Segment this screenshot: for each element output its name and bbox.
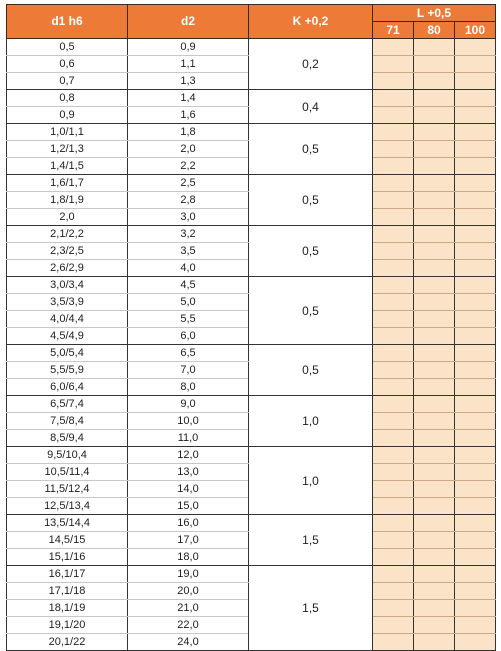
cell-l-100 xyxy=(455,634,496,651)
cell-l-100 xyxy=(455,464,496,481)
cell-l-80 xyxy=(414,617,455,634)
cell-l-71 xyxy=(373,90,414,107)
cell-l-100 xyxy=(455,430,496,447)
table-row xyxy=(7,515,496,532)
cell-l-100 xyxy=(455,260,496,277)
cell-d2: 24,0 xyxy=(128,634,249,651)
cell-l-71 xyxy=(373,345,414,362)
cell-d1: 1,2/1,3 xyxy=(7,141,128,158)
cell-d1: 17,1/18 xyxy=(7,583,128,600)
cell-d2: 3,5 xyxy=(128,243,249,260)
cell-l-100 xyxy=(455,141,496,158)
cell-d1: 4,0/4,4 xyxy=(7,311,128,328)
cell-k: 0,5 xyxy=(249,345,373,396)
cell-k: 1,0 xyxy=(249,396,373,447)
cell-l-80 xyxy=(414,566,455,583)
cell-d2: 1,1 xyxy=(128,56,249,73)
cell-k: 0,5 xyxy=(249,277,373,345)
dimension-table xyxy=(6,4,496,651)
cell-d1: 0,5 xyxy=(7,39,128,56)
cell-l-100 xyxy=(455,226,496,243)
cell-d2: 1,6 xyxy=(128,107,249,124)
cell-l-80 xyxy=(414,260,455,277)
cell-l-100 xyxy=(455,583,496,600)
cell-l-71 xyxy=(373,311,414,328)
cell-l-71 xyxy=(373,107,414,124)
cell-l-100 xyxy=(455,481,496,498)
cell-d1: 5,0/5,4 xyxy=(7,345,128,362)
cell-d1: 2,0 xyxy=(7,209,128,226)
cell-l-71 xyxy=(373,600,414,617)
cell-d2: 14,0 xyxy=(128,481,249,498)
cell-l-80 xyxy=(414,107,455,124)
cell-l-100 xyxy=(455,107,496,124)
cell-d1: 6,5/7,4 xyxy=(7,396,128,413)
table-row xyxy=(7,90,496,107)
cell-l-71 xyxy=(373,175,414,192)
cell-l-80 xyxy=(414,328,455,345)
cell-d1: 8,5/9,4 xyxy=(7,430,128,447)
cell-d2: 10,0 xyxy=(128,413,249,430)
cell-d2: 15,0 xyxy=(128,498,249,515)
cell-l-71 xyxy=(373,481,414,498)
cell-l-80 xyxy=(414,396,455,413)
table-row xyxy=(7,226,496,243)
table-row xyxy=(7,396,496,413)
cell-d1: 16,1/17 xyxy=(7,566,128,583)
table-row xyxy=(7,39,496,56)
cell-l-80 xyxy=(414,90,455,107)
cell-d1: 6,0/6,4 xyxy=(7,379,128,396)
cell-l-71 xyxy=(373,124,414,141)
cell-l-100 xyxy=(455,277,496,294)
cell-l-80 xyxy=(414,600,455,617)
cell-l-71 xyxy=(373,515,414,532)
cell-l-100 xyxy=(455,158,496,175)
cell-d2: 8,0 xyxy=(128,379,249,396)
cell-l-100 xyxy=(455,124,496,141)
cell-l-80 xyxy=(414,294,455,311)
cell-l-100 xyxy=(455,549,496,566)
cell-d2: 5,0 xyxy=(128,294,249,311)
cell-l-100 xyxy=(455,39,496,56)
header-l-80: 80 xyxy=(414,22,455,39)
cell-l-71 xyxy=(373,566,414,583)
cell-l-100 xyxy=(455,617,496,634)
cell-d1: 14,5/15 xyxy=(7,532,128,549)
cell-d2: 11,0 xyxy=(128,430,249,447)
cell-d2: 12,0 xyxy=(128,447,249,464)
header-d1: d1 h6 xyxy=(7,5,128,39)
cell-l-80 xyxy=(414,532,455,549)
cell-l-71 xyxy=(373,141,414,158)
cell-d1: 10,5/11,4 xyxy=(7,464,128,481)
cell-l-100 xyxy=(455,73,496,90)
cell-d2: 17,0 xyxy=(128,532,249,549)
cell-d2: 3,0 xyxy=(128,209,249,226)
cell-l-71 xyxy=(373,362,414,379)
cell-d2: 1,4 xyxy=(128,90,249,107)
cell-l-71 xyxy=(373,277,414,294)
cell-d2: 6,0 xyxy=(128,328,249,345)
cell-l-80 xyxy=(414,634,455,651)
cell-d1: 7,5/8,4 xyxy=(7,413,128,430)
cell-l-71 xyxy=(373,260,414,277)
cell-l-71 xyxy=(373,73,414,90)
table-row xyxy=(7,175,496,192)
cell-l-71 xyxy=(373,56,414,73)
table-row xyxy=(7,345,496,362)
cell-l-100 xyxy=(455,243,496,260)
cell-l-80 xyxy=(414,243,455,260)
cell-l-71 xyxy=(373,328,414,345)
cell-d1: 4,5/4,9 xyxy=(7,328,128,345)
header-d2: d2 xyxy=(128,5,249,39)
cell-l-80 xyxy=(414,464,455,481)
cell-d1: 1,8/1,9 xyxy=(7,192,128,209)
cell-d2: 2,5 xyxy=(128,175,249,192)
cell-k: 0,2 xyxy=(249,39,373,90)
cell-l-80 xyxy=(414,498,455,515)
cell-l-80 xyxy=(414,549,455,566)
cell-l-100 xyxy=(455,447,496,464)
cell-l-100 xyxy=(455,209,496,226)
cell-l-71 xyxy=(373,39,414,56)
cell-d2: 2,8 xyxy=(128,192,249,209)
cell-d1: 0,9 xyxy=(7,107,128,124)
cell-l-71 xyxy=(373,634,414,651)
cell-l-100 xyxy=(455,90,496,107)
cell-d2: 22,0 xyxy=(128,617,249,634)
cell-d1: 2,1/2,2 xyxy=(7,226,128,243)
cell-k: 1,5 xyxy=(249,566,373,651)
cell-k: 1,0 xyxy=(249,447,373,515)
cell-l-71 xyxy=(373,209,414,226)
cell-l-80 xyxy=(414,175,455,192)
cell-d1: 2,3/2,5 xyxy=(7,243,128,260)
table-row xyxy=(7,566,496,583)
cell-l-100 xyxy=(455,328,496,345)
cell-l-71 xyxy=(373,617,414,634)
cell-l-80 xyxy=(414,583,455,600)
cell-l-71 xyxy=(373,447,414,464)
cell-d1: 0,6 xyxy=(7,56,128,73)
cell-d1: 0,8 xyxy=(7,90,128,107)
cell-d1: 18,1/19 xyxy=(7,600,128,617)
cell-d1: 5,5/5,9 xyxy=(7,362,128,379)
cell-d1: 11,5/12,4 xyxy=(7,481,128,498)
cell-k: 0,5 xyxy=(249,124,373,175)
cell-l-71 xyxy=(373,396,414,413)
cell-l-71 xyxy=(373,294,414,311)
cell-d1: 9,5/10,4 xyxy=(7,447,128,464)
table-row xyxy=(7,277,496,294)
cell-l-71 xyxy=(373,549,414,566)
cell-d2: 5,5 xyxy=(128,311,249,328)
cell-l-100 xyxy=(455,345,496,362)
cell-l-100 xyxy=(455,600,496,617)
cell-l-80 xyxy=(414,362,455,379)
header-k: K +0,2 xyxy=(249,5,373,39)
cell-l-80 xyxy=(414,141,455,158)
cell-l-80 xyxy=(414,39,455,56)
cell-l-100 xyxy=(455,311,496,328)
cell-l-80 xyxy=(414,345,455,362)
cell-d2: 21,0 xyxy=(128,600,249,617)
cell-d2: 9,0 xyxy=(128,396,249,413)
cell-d2: 7,0 xyxy=(128,362,249,379)
cell-d1: 0,7 xyxy=(7,73,128,90)
cell-l-71 xyxy=(373,413,414,430)
cell-l-80 xyxy=(414,311,455,328)
cell-l-80 xyxy=(414,515,455,532)
cell-d1: 20,1/22 xyxy=(7,634,128,651)
cell-k: 0,4 xyxy=(249,90,373,124)
cell-d2: 13,0 xyxy=(128,464,249,481)
cell-l-80 xyxy=(414,481,455,498)
table-body xyxy=(7,39,496,651)
cell-l-100 xyxy=(455,498,496,515)
cell-d1: 1,0/1,1 xyxy=(7,124,128,141)
cell-l-100 xyxy=(455,294,496,311)
cell-l-100 xyxy=(455,413,496,430)
cell-d2: 4,0 xyxy=(128,260,249,277)
cell-d2: 0,9 xyxy=(128,39,249,56)
cell-l-71 xyxy=(373,158,414,175)
cell-l-100 xyxy=(455,362,496,379)
cell-l-100 xyxy=(455,379,496,396)
cell-l-80 xyxy=(414,56,455,73)
cell-d2: 2,2 xyxy=(128,158,249,175)
header-l-71: 71 xyxy=(373,22,414,39)
cell-d2: 4,5 xyxy=(128,277,249,294)
cell-l-80 xyxy=(414,209,455,226)
cell-l-80 xyxy=(414,192,455,209)
cell-l-71 xyxy=(373,498,414,515)
cell-l-80 xyxy=(414,413,455,430)
cell-l-80 xyxy=(414,379,455,396)
cell-k: 0,5 xyxy=(249,226,373,277)
cell-d2: 16,0 xyxy=(128,515,249,532)
cell-d2: 20,0 xyxy=(128,583,249,600)
cell-d2: 18,0 xyxy=(128,549,249,566)
header-l: L +0,5 xyxy=(373,5,496,22)
cell-l-71 xyxy=(373,192,414,209)
cell-d1: 13,5/14,4 xyxy=(7,515,128,532)
cell-l-71 xyxy=(373,379,414,396)
cell-d2: 6,5 xyxy=(128,345,249,362)
cell-l-100 xyxy=(455,515,496,532)
header-l-100: 100 xyxy=(455,22,496,39)
cell-l-71 xyxy=(373,532,414,549)
cell-d2: 3,2 xyxy=(128,226,249,243)
cell-l-80 xyxy=(414,124,455,141)
cell-l-71 xyxy=(373,226,414,243)
cell-d1: 19,1/20 xyxy=(7,617,128,634)
cell-d2: 2,0 xyxy=(128,141,249,158)
cell-d1: 2,6/2,9 xyxy=(7,260,128,277)
cell-d1: 3,5/3,9 xyxy=(7,294,128,311)
cell-l-100 xyxy=(455,192,496,209)
cell-d1: 3,0/3,4 xyxy=(7,277,128,294)
table-row xyxy=(7,124,496,141)
cell-d1: 12,5/13,4 xyxy=(7,498,128,515)
cell-l-80 xyxy=(414,73,455,90)
cell-l-80 xyxy=(414,447,455,464)
cell-l-100 xyxy=(455,566,496,583)
cell-k: 0,5 xyxy=(249,175,373,226)
cell-k: 1,5 xyxy=(249,515,373,566)
cell-l-80 xyxy=(414,430,455,447)
cell-l-71 xyxy=(373,430,414,447)
cell-l-71 xyxy=(373,583,414,600)
cell-d2: 1,3 xyxy=(128,73,249,90)
cell-l-80 xyxy=(414,226,455,243)
cell-l-71 xyxy=(373,243,414,260)
cell-d1: 15,1/16 xyxy=(7,549,128,566)
cell-l-80 xyxy=(414,277,455,294)
cell-l-71 xyxy=(373,464,414,481)
cell-l-100 xyxy=(455,532,496,549)
cell-d2: 19,0 xyxy=(128,566,249,583)
cell-l-100 xyxy=(455,396,496,413)
cell-d1: 1,4/1,5 xyxy=(7,158,128,175)
cell-l-100 xyxy=(455,175,496,192)
table-row xyxy=(7,447,496,464)
cell-l-100 xyxy=(455,56,496,73)
cell-d1: 1,6/1,7 xyxy=(7,175,128,192)
cell-l-80 xyxy=(414,158,455,175)
cell-d2: 1,8 xyxy=(128,124,249,141)
